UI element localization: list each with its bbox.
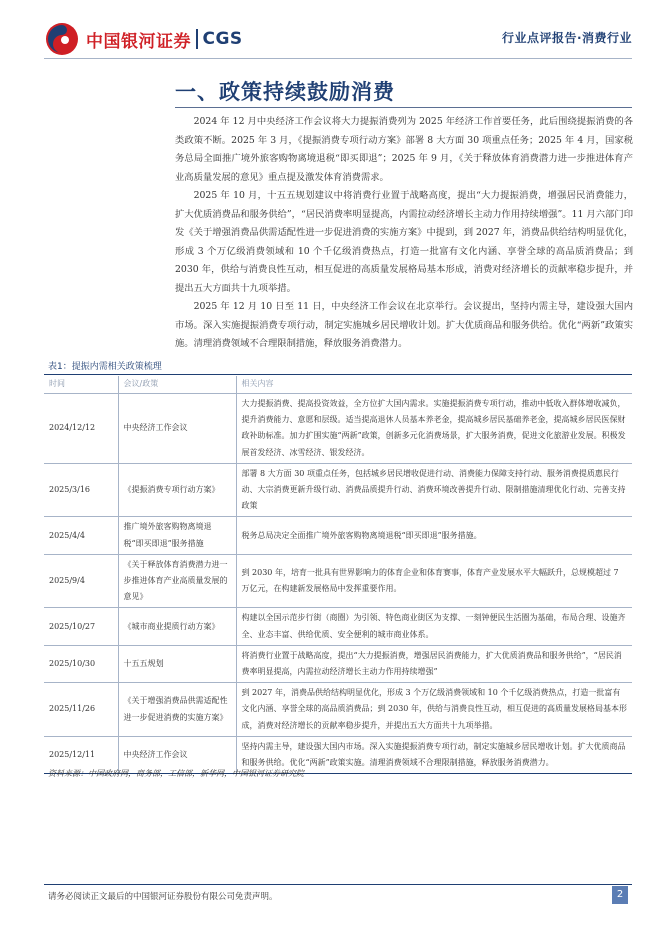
cell-content: 到 2027 年，消费品供给结构明显优化，形成 3 个万亿级消费领域和 10 个千亿级消费热点，打造一批富有文化内涵、享誉全球的高品质消费品；到 2030 年，供给与消费良性互动，相互促进的高质量发展格局基本形成，消费对经济增长的贡献率稳步提升，并提出五大方面共十九项举措。 bbox=[236, 683, 632, 737]
cell-date: 2025/3/16 bbox=[44, 463, 118, 517]
brand-name-cn: 中国银河证券 bbox=[86, 31, 191, 52]
table-row bbox=[44, 608, 632, 645]
cell-date: 2025/10/30 bbox=[44, 645, 118, 682]
page-header bbox=[0, 0, 662, 66]
cell-content: 部署 8 大方面 30 项重点任务，包括城乡居民增收促进行动、消费能力保障支持行动、服务消费提质惠民行动、大宗消费更新升级行动、消费品质提升行动、消费环境改善提升行动、限制措施清理优化行动、完善支持政策 bbox=[236, 463, 632, 517]
cell-policy: 《城市商业提质行动方案》 bbox=[118, 608, 236, 645]
disclaimer-text: 请务必阅读正文最后的中国银河证券股份有限公司免责声明。 bbox=[48, 892, 278, 902]
cell-date: 2025/12/11 bbox=[44, 736, 118, 773]
table-row bbox=[44, 645, 632, 682]
cell-content: 税务总局决定全面推广境外旅客购物离境退税“即买即退”服务措施。 bbox=[236, 517, 632, 554]
table-row bbox=[44, 683, 632, 737]
table-row bbox=[44, 554, 632, 608]
cell-policy: 《提振消费专项行动方案》 bbox=[118, 463, 236, 517]
cell-date: 2025/11/26 bbox=[44, 683, 118, 737]
cell-content: 大力提振消费、提高投资效益，全方位扩大国内需求。实施提振消费专项行动，推动中低收入群体增收减负，提升消费能力、意愿和层级。适当提高退休人员基本养老金，提高城乡居民基础养老金，提高城乡居民医保财政补助标准。加力扩围实施“两新”政策，创新多元化消费场景，扩大服务消费，促进文化旅游业发展。积极发展首发经济、冰雪经济、银发经济。 bbox=[236, 394, 632, 464]
paragraph: 2025 年 12 月 10 日至 11 日，中央经济工作会议在北京举行。会议提出，坚持内需主导，建设强大国内市场。深入实施提振消费专项行动，制定实施城乡居民增收计划。扩大优质商品和服务供给。优化“两新”政策实施。清理消费领域不合理限制措施，释放服务消费潜力。 bbox=[175, 301, 633, 349]
cell-date: 2025/10/27 bbox=[44, 608, 118, 645]
title-divider bbox=[175, 107, 632, 108]
column-header-date: 时间 bbox=[44, 376, 118, 394]
table-row bbox=[44, 394, 632, 464]
page-number: 2 bbox=[612, 886, 628, 904]
column-header-content: 相关内容 bbox=[236, 376, 632, 394]
brand-name-en: CGS bbox=[202, 29, 243, 49]
cell-date: 2025/9/4 bbox=[44, 554, 118, 608]
section-title: 一、政策持续鼓励消费 bbox=[175, 79, 395, 104]
policy-table bbox=[44, 376, 632, 774]
table-caption: 表1：提振内需相关政策梳理 bbox=[48, 362, 162, 372]
footer-divider bbox=[44, 884, 632, 885]
table-row bbox=[44, 517, 632, 554]
column-header-policy: 会议/政策 bbox=[118, 376, 236, 394]
cell-content: 将消费行业置于战略高度，提出“大力提振消费，增强居民消费能力，扩大优质消费品和服务供给”，“居民消费率明显提高，内需拉动经济增长主动力作用持续增强” bbox=[236, 645, 632, 682]
cell-policy: 中央经济工作会议 bbox=[118, 394, 236, 464]
table-row bbox=[44, 463, 632, 517]
cell-policy: 推广境外旅客购物离境退税“即买即退”服务措施 bbox=[118, 517, 236, 554]
cell-content: 构建以全国示范步行街（商圈）为引领、特色商业街区为支撑、一刻钟便民生活圈为基础，布局合理、设施齐全、业态丰富、供给优质、安全便利的城市商业体系。 bbox=[236, 608, 632, 645]
cell-date: 2024/12/12 bbox=[44, 394, 118, 464]
cell-policy: 中央经济工作会议 bbox=[118, 736, 236, 773]
table-source-note: 资料来源：中国政府网，商务部，工信部，新华网，中国银河证券研究院 bbox=[48, 769, 304, 778]
cell-content: 到 2030 年，培育一批具有世界影响力的体育企业和体育赛事，体育产业发展水平大幅跃升，总规模超过 7 万亿元，在构建新发展格局中发挥重要作用。 bbox=[236, 554, 632, 608]
cell-policy: 十五五规划 bbox=[118, 645, 236, 682]
paragraph: 2025 年 10 月，十五五规划建议中将消费行业置于战略高度，提出“大力提振消费，增强居民消费能力，扩大优质消费品和服务供给”，“居民消费率明显提高，内需拉动经济增长主动力作用持续增强”。11 月六部门印发《关于增强消费品供需适配性进一步促进消费的实施方案》中提到，到 2027 年，消费品供给结构明显优化，形成 3 个万亿级消费领域和 10 个千亿级消费热点，打造一批富有文化内涵、享誉全球的高品质消费品；到 2030 年，供给与消费良性互动，相互促进的高质量发展格局基本形成，消费对经济增长的贡献率稳步提升，并提出五大方面共十九项举措。 bbox=[175, 190, 633, 294]
cell-content: 坚持内需主导，建设强大国内市场。深入实施提振消费专项行动，制定实施城乡居民增收计划。扩大优质商品和服务供给。优化“两新”政策实施。清理消费领域不合理限制措施，释放服务消费潜力。 bbox=[236, 736, 632, 773]
report-category: 行业点评报告·消费行业 bbox=[501, 31, 632, 45]
header-divider bbox=[44, 58, 632, 59]
table-header-row bbox=[44, 376, 632, 394]
cgs-logo-icon bbox=[44, 21, 80, 57]
brand-logo bbox=[44, 22, 243, 56]
body-text bbox=[175, 113, 633, 354]
paragraph: 2024 年 12 月中央经济工作会议将大力提振消费列为 2025 年经济工作首要任务，此后围绕提振消费的各类政策不断。2025 年 3 月，《提振消费专项行动方案》部署 8 大方面 30 项重点任务；2025 年 4 月，国家税务总局全面推广境外旅客购物离境退税“即买即退”；2025 年 9 月，《关于释放体育消费潜力进一步推进体育产业高质量发展的意见》重点提及激发体育消费需求。 bbox=[175, 116, 633, 183]
table-top-rule bbox=[44, 374, 632, 375]
cell-date: 2025/4/4 bbox=[44, 517, 118, 554]
cell-policy: 《关于释放体育消费潜力进一步推进体育产业高质量发展的意见》 bbox=[118, 554, 236, 608]
cell-policy: 《关于增强消费品供需适配性进一步促进消费的实施方案》 bbox=[118, 683, 236, 737]
brand-divider bbox=[196, 29, 198, 49]
